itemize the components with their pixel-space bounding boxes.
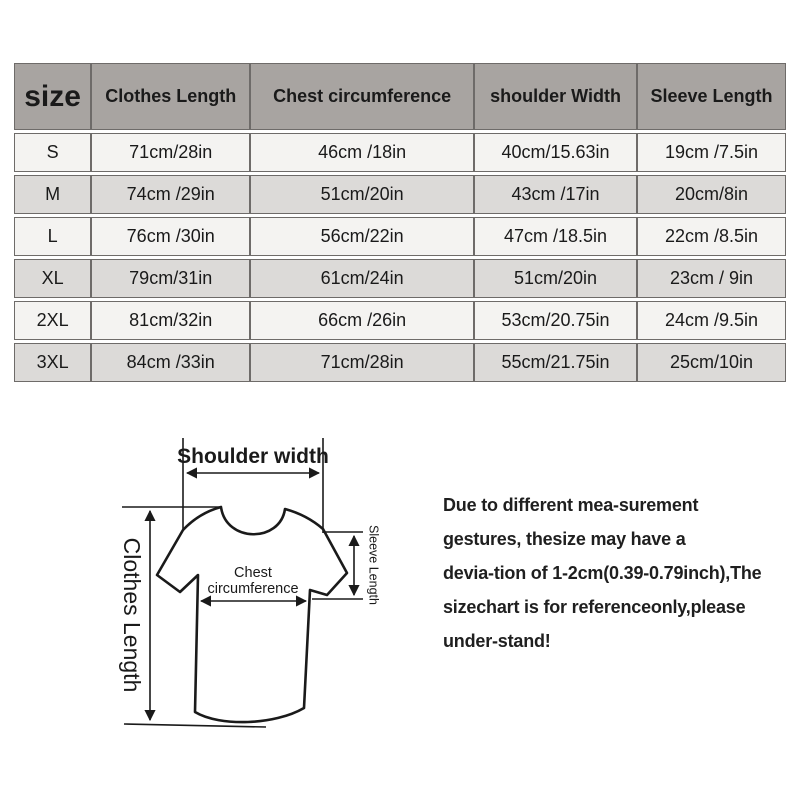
sleeve-length-label: Sleeve Length	[366, 525, 381, 605]
chest-label-line2: circumference	[207, 581, 299, 597]
cell-clothes-length: 84cm /33in	[91, 343, 250, 382]
cell-sleeve: 25cm/10in	[637, 343, 786, 382]
cell-clothes-length: 79cm/31in	[91, 259, 250, 298]
cell-shoulder: 40cm/15.63in	[474, 133, 637, 172]
cell-size: L	[14, 217, 91, 256]
table-row	[14, 217, 786, 256]
clothes-length-label: Clothes Length	[118, 537, 145, 693]
shoulder-width-label: Shoulder width	[177, 445, 329, 468]
disclaimer-line: devia-tion of 1-2cm(0.39-0.79inch),The	[443, 563, 762, 583]
table-row	[14, 133, 786, 172]
column-header-shoulder-width: shoulder Width	[474, 63, 637, 130]
table-row	[14, 175, 786, 214]
cell-chest: 61cm/24in	[250, 259, 474, 298]
cell-clothes-length: 71cm/28in	[91, 133, 250, 172]
clothes-length-tick-bottom	[124, 724, 266, 727]
disclaimer-line: Due to different mea-surement	[443, 495, 699, 515]
cell-sleeve: 23cm / 9in	[637, 259, 786, 298]
cell-size: 2XL	[14, 301, 91, 340]
header-row	[14, 63, 786, 130]
cell-size: M	[14, 175, 91, 214]
cell-chest: 56cm/22in	[250, 217, 474, 256]
column-header-sleeve-length: Sleeve Length	[637, 63, 786, 130]
cell-sleeve: 19cm /7.5in	[637, 133, 786, 172]
disclaimer-line: under-stand!	[443, 631, 551, 651]
size-chart-table	[14, 60, 786, 385]
cell-chest: 46cm /18in	[250, 133, 474, 172]
table-row	[14, 259, 786, 298]
cell-shoulder: 53cm/20.75in	[474, 301, 637, 340]
cell-shoulder: 51cm/20in	[474, 259, 637, 298]
cell-shoulder: 55cm/21.75in	[474, 343, 637, 382]
cell-chest: 51cm/20in	[250, 175, 474, 214]
cell-size: XL	[14, 259, 91, 298]
measurement-disclaimer	[443, 488, 783, 658]
tshirt-measurement-diagram	[80, 425, 400, 775]
cell-size: 3XL	[14, 343, 91, 382]
table-row	[14, 301, 786, 340]
column-header-chest-circumference: Chest circumference	[250, 63, 474, 130]
cell-clothes-length: 76cm /30in	[91, 217, 250, 256]
cell-shoulder: 47cm /18.5in	[474, 217, 637, 256]
cell-chest: 71cm/28in	[250, 343, 474, 382]
cell-size: S	[14, 133, 91, 172]
column-header-size: size	[14, 63, 91, 130]
disclaimer-line: gestures, thesize may have a	[443, 529, 686, 549]
tshirt-outline	[157, 507, 347, 722]
cell-sleeve: 22cm /8.5in	[637, 217, 786, 256]
cell-shoulder: 43cm /17in	[474, 175, 637, 214]
cell-sleeve: 20cm/8in	[637, 175, 786, 214]
cell-clothes-length: 81cm/32in	[91, 301, 250, 340]
column-header-clothes-length: Clothes Length	[91, 63, 250, 130]
chest-label-line1: Chest	[234, 565, 272, 581]
cell-sleeve: 24cm /9.5in	[637, 301, 786, 340]
cell-chest: 66cm /26in	[250, 301, 474, 340]
cell-clothes-length: 74cm /29in	[91, 175, 250, 214]
disclaimer-line: sizechart is for referenceonly,please	[443, 597, 746, 617]
table-row	[14, 343, 786, 382]
